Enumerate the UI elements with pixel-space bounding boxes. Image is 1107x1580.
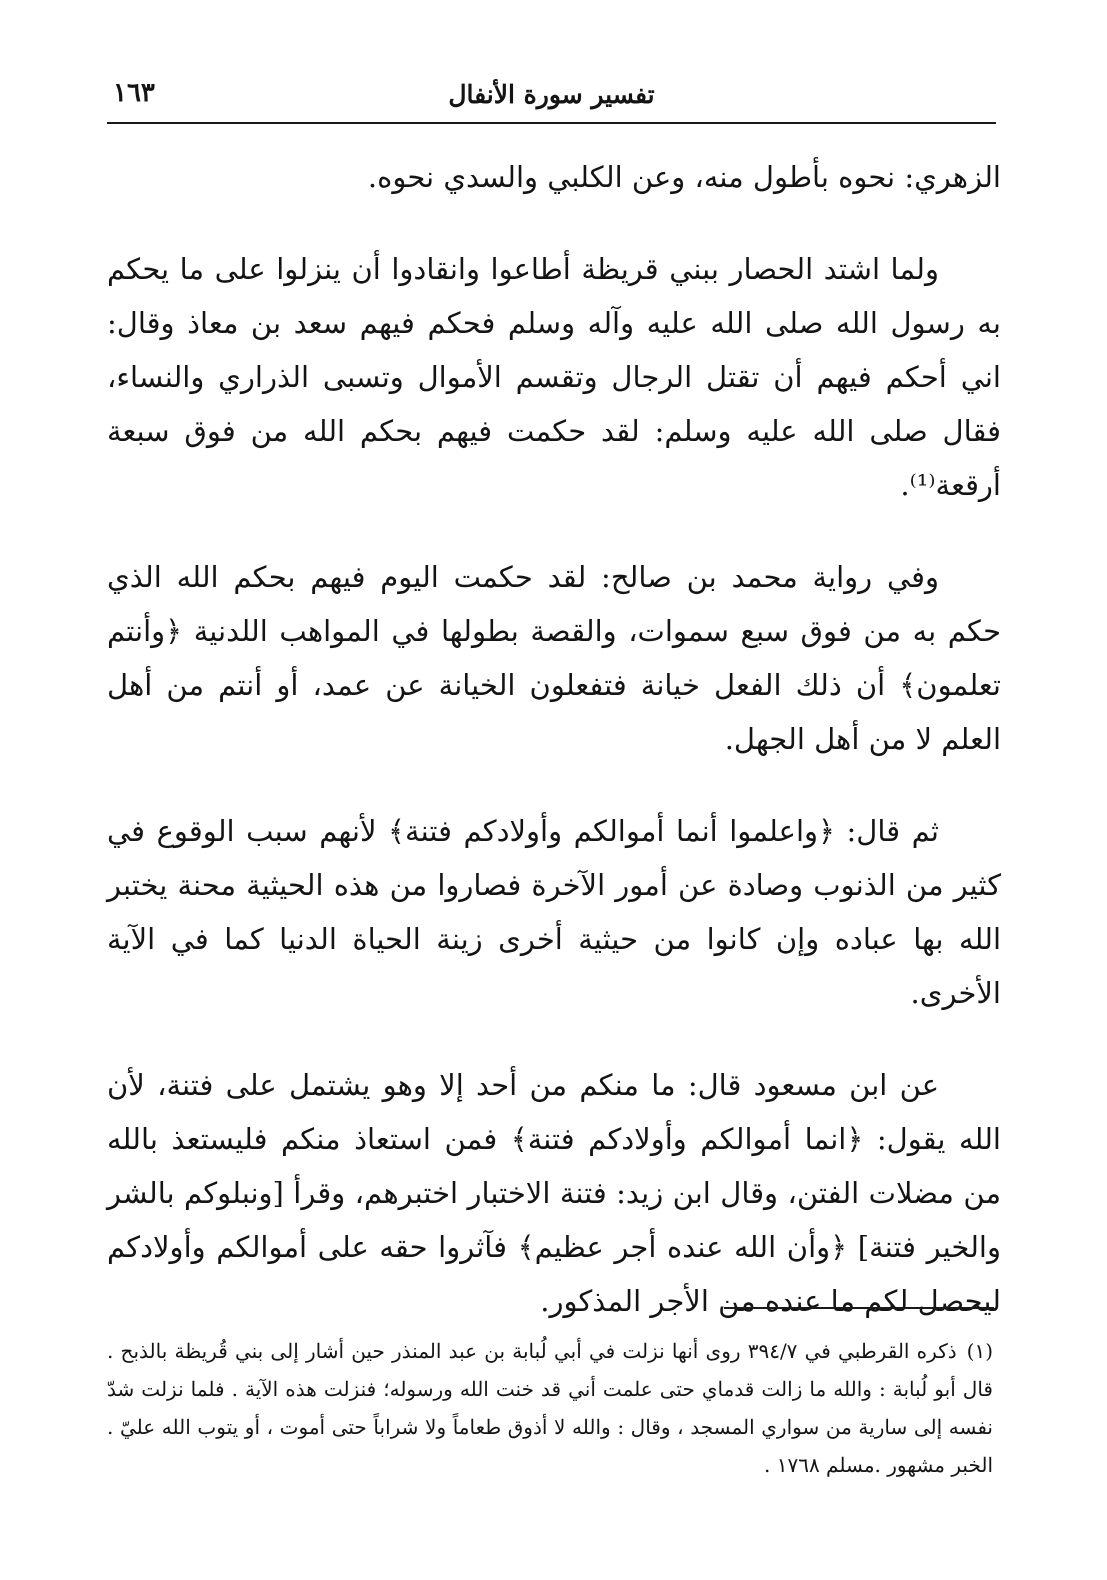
page-number: ١٦٣ xyxy=(113,78,155,108)
footnote-separator xyxy=(724,1307,994,1309)
paragraph: وفي رواية محمد بن صالح: لقد حكمت اليوم فيهم بحكم الله الذي حكم به من فوق سبع سموات، والقصة بطولها في المواهب اللدنية ﴿وأنتم تعلمون﴾ أن ذلك الفعل خيانة فتفعلون الخيانة عن عمد، أو أنتم من أهل العلم لا من أهل الجهل. xyxy=(107,560,1001,756)
page-header-title: تفسير سورة الأنفال xyxy=(448,80,655,109)
footnote xyxy=(107,1332,993,1484)
paragraph: عن ابن مسعود قال: ما منكم من أحد إلا وهو يشتمل على فتنة، لأن الله يقول: ﴿انما أموالكم وأولادكم فتنة﴾ فمن استعاذ منكم فليستعذ بالله من مضلات الفتن، وقال ابن زيد: فتنة الاختبار اختبرهم، وقرأ [ونبلوكم بالشر والخير فتنة] ﴿وأن الله عنده أجر عظيم﴾ فآثروا حقه على أموالكم وأولادكم ليحصل لكم ما عنده من الأجر المذكور. xyxy=(107,1068,1001,1318)
paragraph: ثم قال: ﴿واعلموا أنما أموالكم وأولادكم فتنة﴾ لأنهم سبب الوقوع في كثير من الذنوب وصادة عن أمور الآخرة فصاروا من هذه الحيثية محنة يختبر الله بها عباده وإن كانوا من حيثية أخرى زينة الحياة الدنيا كما في الآية الأخرى. xyxy=(107,814,1001,1010)
paragraph: ولما اشتد الحصار ببني قريظة أطاعوا وانقادوا أن ينزلوا على ما يحكم به رسول الله صلى الله عليه وآله وسلم فحكم فيهم سعد بن معاذ وقال: اني أحكم فيهم أن تقتل الرجال وتقسم الأموال وتسبى الذراري والنساء، فقال صلى الله عليه وسلم: لقد حكمت فيهم بحكم الله من فوق سبعة أرقعة⁽¹⁾. xyxy=(107,252,1001,502)
header-rule xyxy=(107,122,996,124)
paragraph: الزهري: نحوه بأطول منه، وعن الكلبي والسدي نحوه. xyxy=(367,160,1001,194)
footnote-text: ذكره القرطبي في ٣٩٤/٧ روى أنها نزلت في أبي لُبابة بن عبد المنذر حين أشار إلى بني قُريظة بالذبح . قال أبو لُبابة : والله ما زالت قدماي حتى علمت أني قد خنت الله ورسوله؛ فنزلت هذه الآية . فلما نزلت شدّ نفسه إلى سارية من سواري المسجد ، وقال : والله لا أذوق طعاماً ولا شراباً حتى أموت ، أو يتوب الله عليّ . الخبر مشهور .مسلم ١٧٦٨ . xyxy=(107,1339,993,1477)
main-text xyxy=(107,150,1001,1328)
footnotes xyxy=(107,1332,993,1484)
footnote-marker: (١) xyxy=(966,1339,993,1363)
running-header xyxy=(107,76,996,118)
